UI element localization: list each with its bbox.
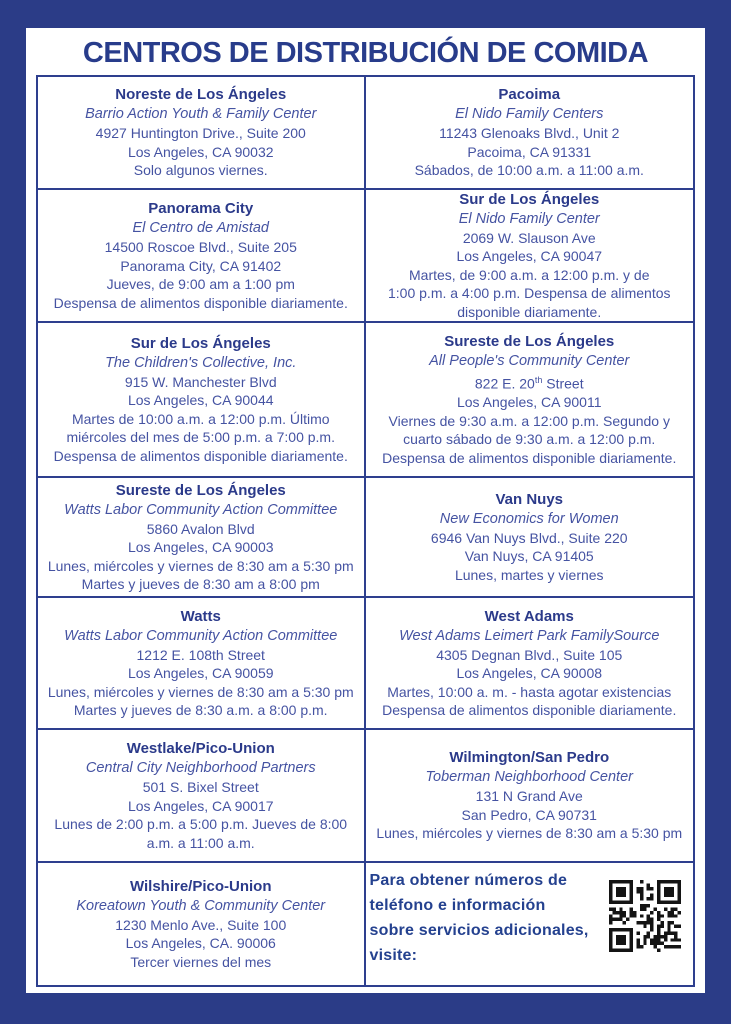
center-region: Westlake/Pico-Union <box>126 740 275 757</box>
center-cell-wilmington-san-pedro <box>366 730 694 863</box>
center-organization: Watts Labor Community Action Committee <box>64 627 338 644</box>
center-region: Panorama City <box>148 200 254 217</box>
center-cell-watts <box>38 598 366 730</box>
center-region: West Adams <box>484 607 574 625</box>
center-details: 14500 Roscoe Blvd., Suite 205 Panorama City, CA 91402 Jueves, de 9:00 am a 1:00 pm Despensa de alimentos disponible diariamente. <box>53 239 348 311</box>
center-organization: Barrio Action Youth & Family Center <box>85 106 317 123</box>
center-cell-pacoima <box>366 77 694 190</box>
center-organization: The Children's Collective, Inc. <box>105 354 297 371</box>
center-details: 915 W. Manchester Blvd Los Angeles, CA 90044 Martes de 10:00 a.m. a 12:00 p.m. Último miércoles del mes de 5:00 p.m. a 7:00 p.m. Despensa de alimentos disponible diariamente. <box>53 373 348 464</box>
center-region: Wilmington/San Pedro <box>449 749 610 767</box>
info-note-text: Para obtener números de teléfono e información sobre servicios adicionales, visite: <box>369 872 589 964</box>
page-title: CENTROS DE DISTRIBUCIÓN DE COMIDA <box>82 37 649 69</box>
center-organization: El Nido Family Centers <box>455 106 604 123</box>
center-organization: All People's Community Center <box>429 352 630 369</box>
center-details: 501 S. Bixel Street Los Angeles, CA 90017 Lunes de 2:00 p.m. a 5:00 p.m. Jueves de 8:00 a.m. a 11:00 a.m. <box>54 779 348 851</box>
center-details: 822 E. 20th Street Los Angeles, CA 90011 Viernes de 9:30 a.m. a 12:00 p.m. Segundo y cuarto sábado de 9:30 a.m. a 12:00 p.m. Despensa de alimentos disponible diariamente. <box>382 374 677 466</box>
center-cell-noreste <box>38 77 366 190</box>
qr-code-icon <box>609 880 681 952</box>
center-organization: El Nido Family Center <box>458 210 600 227</box>
center-details: 6946 Van Nuys Blvd., Suite 220 Van Nuys, CA 91405 Lunes, martes y viernes <box>430 529 628 583</box>
center-details: 131 N Grand Ave San Pedro, CA 90731 Lunes, miércoles y viernes de 8:30 am a 5:30 pm <box>376 788 683 842</box>
center-details: 2069 W. Slauson Ave Los Angeles, CA 90047 Martes, de 9:00 a.m. a 12:00 p.m. y de 1:00 p.m. a 4:00 p.m. Despensa de alimentos disponible diariamente. <box>388 229 671 320</box>
center-organization: New Economics for Women <box>439 510 619 527</box>
center-organization: Watts Labor Community Action Committee <box>64 501 338 518</box>
center-region: Sur de Los Ángeles <box>459 190 600 208</box>
center-cell-west-adams <box>366 598 694 730</box>
center-region: Watts <box>180 607 221 625</box>
center-organization: West Adams Leimert Park FamilySource <box>399 627 660 644</box>
center-cell-panorama-city <box>38 190 366 323</box>
center-cell-sureste-all-peoples <box>366 323 694 478</box>
center-cell-westlake-pico-union <box>38 730 366 863</box>
center-details: 11243 Glenoaks Blvd., Unit 2 Pacoima, CA 91331 Sábados, de 10:00 a.m. a 11:00 a.m. <box>414 125 644 179</box>
center-region: Wilshire/Pico-Union <box>129 877 272 895</box>
center-details: 4305 Degnan Blvd., Suite 105 Los Angeles, CA 90008 Martes, 10:00 a. m. - hasta agotar existencias Despensa de alimentos disponible diariamente. <box>382 646 677 718</box>
center-region: Sur de Los Ángeles <box>130 334 271 352</box>
center-details: 1212 E. 108th Street Los Angeles, CA 90059 Lunes, miércoles y viernes de 8:30 am a 5:30 pm Martes y jueves de 8:30 a.m. a 8:00 p.m. <box>47 646 354 718</box>
center-organization: El Centro de Amistad <box>132 220 269 236</box>
center-region: Van Nuys <box>495 490 564 508</box>
center-region: Sureste de Los Ángeles <box>444 332 615 350</box>
center-region: Sureste de Los Ángeles <box>115 481 286 499</box>
center-details: 4927 Huntington Drive., Suite 200 Los Angeles, CA 90032 Solo algunos viernes. <box>95 125 306 179</box>
center-organization: Toberman Neighborhood Center <box>425 769 633 786</box>
center-details: 1230 Menlo Ave., Suite 100 Los Angeles, CA. 90006 Tercer viernes del mes <box>115 916 287 970</box>
center-cell-sureste-watts-labor <box>38 478 366 598</box>
center-region: Pacoima <box>498 86 561 104</box>
center-organization: Koreatown Youth & Community Center <box>76 897 326 914</box>
center-details: 5860 Avalon Blvd Los Angeles, CA 90003 Lunes, miércoles y viernes de 8:30 am a 5:30 pm Martes y jueves de 8:30 am a 8:00 pm <box>47 520 354 592</box>
flyer-sheet <box>26 28 705 993</box>
centers-table <box>36 75 695 987</box>
center-organization: Central City Neighborhood Partners <box>85 760 316 776</box>
center-cell-sur-el-nido <box>366 190 694 323</box>
center-cell-sur-childrens-collective <box>38 323 366 478</box>
center-cell-wilshire-pico-union <box>38 863 366 985</box>
center-cell-van-nuys <box>366 478 694 598</box>
center-region: Noreste de Los Ángeles <box>115 86 287 104</box>
info-note-cell <box>366 863 694 985</box>
